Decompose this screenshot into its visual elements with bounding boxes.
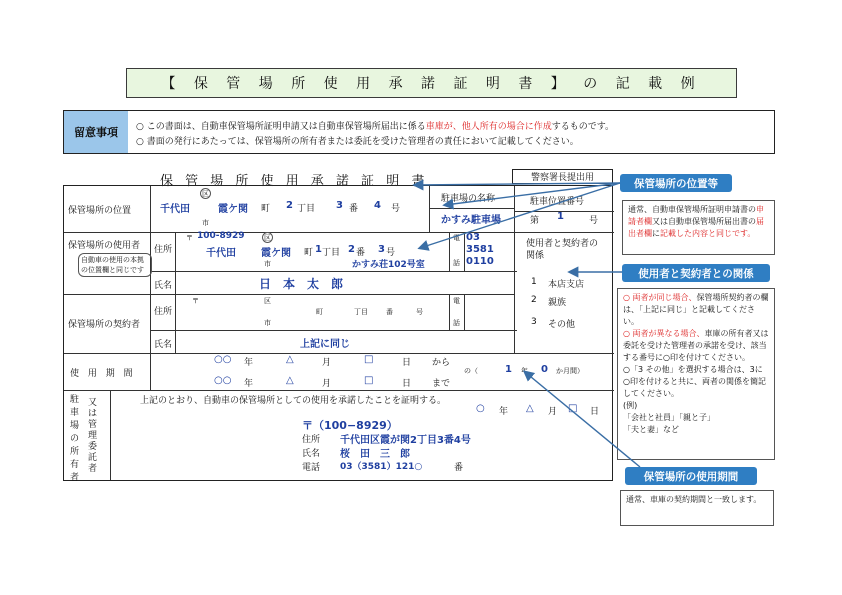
notice-line-1-red: 車庫が、他人所有の場合に作成 <box>425 122 552 132</box>
c1-red2: 届出者欄 <box>628 217 764 238</box>
c2-item-1-red: ○ 両者が同じ場合、 <box>623 293 697 302</box>
chome-label: 丁目 <box>297 204 316 214</box>
owner-name: 桜 田 三 郎 <box>340 449 410 460</box>
callout-period-title: 保管場所の使用期間 <box>625 467 757 485</box>
relation-3-num: 3 <box>531 317 537 327</box>
c2-item-1-text: 保管場所契約者の欄は、「上記に同じ」と記載してください。 <box>623 293 769 326</box>
user-note: 自動車の使用の本拠の位置欄と同じです <box>78 253 152 277</box>
user-label: 保管場所の使用者 <box>68 241 141 251</box>
user-building: かすみ荘102号室 <box>352 260 425 270</box>
parking-no-go: 号 <box>589 216 599 226</box>
user-chome: 1 <box>315 244 322 255</box>
contractor-go: 号 <box>416 308 423 316</box>
c2-example-1: 「会社と社員」「親と子」 <box>623 413 715 422</box>
period-to-year: ○○ <box>214 375 232 386</box>
period-from-month: △ <box>286 354 294 365</box>
callout-period-text: 通常、車庫の契約期間と一致します。 <box>620 490 774 526</box>
user-tel-3: 0110 <box>466 256 494 267</box>
owner-statement: 上記のとおり、自動車の保管場所としての使用を承諾したことを証明する。 <box>140 396 447 406</box>
user-tel-2: 3581 <box>466 244 494 255</box>
user-ward-mark: 区 <box>264 233 271 242</box>
c2-item-2-text: 車庫の所有者又は委託を受けた管理者の承諾を受け、該当する番号に○印を付けてください。 <box>623 329 769 362</box>
tel-label: 電 <box>453 234 460 242</box>
c2-item-2-red: ○ 両者が異なる場合、 <box>623 329 705 338</box>
notice-label: 留意事項 <box>64 111 128 153</box>
user-postal: 100‑8929 <box>197 231 245 241</box>
user-ward: 千代田 <box>206 248 236 259</box>
owner-tel: 03（3581）121○ <box>340 462 423 472</box>
relation-label: 使用者と契約者の関係 <box>526 239 599 261</box>
location-machi: 町 <box>261 204 271 214</box>
contractor-city: 市 <box>264 319 271 327</box>
arrow-location-1 <box>415 183 620 185</box>
relation-1: 本店支店 <box>548 280 585 290</box>
contractor-ward: 区 <box>264 297 271 305</box>
user-ban-label: 番 <box>356 248 366 258</box>
period-to-month: △ <box>286 375 294 386</box>
postal-prefix: 〒 <box>186 234 193 242</box>
period-from-year: ○○ <box>214 354 232 365</box>
ban-label: 番 <box>349 204 359 214</box>
name-label: 氏名 <box>154 281 173 291</box>
user-go-label: 号 <box>386 248 396 258</box>
owner-date-year-label: 年 <box>499 407 509 417</box>
arrow-period <box>525 372 640 467</box>
owner-address-label: 住所 <box>302 435 321 445</box>
parking-name-label: 駐車場の名称 <box>441 194 496 204</box>
notice-line-1-b: するものです。 <box>551 122 615 132</box>
owner-col1: 駐車場の所有者 <box>70 395 80 483</box>
location-ban: 3 <box>336 200 343 211</box>
police-label: 警察署長提出用 <box>512 169 613 184</box>
user-town: 霞ケ関 <box>261 248 291 259</box>
location-chome: 2 <box>286 200 293 211</box>
owner-date-day: □ <box>568 403 578 414</box>
location-label: 保管場所の位置 <box>68 206 132 216</box>
notice-line-2: ○ 書面の発行にあたっては、保管場所の所有者または委託を受けた管理者の責任において記載してください。 <box>136 137 579 147</box>
c1-b: 又は自動車保管場所届出書の <box>652 217 756 226</box>
contractor-address-label: 住所 <box>154 307 173 317</box>
user-machi: 町 <box>304 248 314 258</box>
user-city: 市 <box>264 260 271 268</box>
c2-example-2: 「夫と妻」など <box>623 425 679 434</box>
form-heading: 保 管 場 所 使 用 承 諾 証 明 書 <box>160 174 429 189</box>
contractor-name: 上記に同じ <box>300 339 350 350</box>
notice-line-1-a: ○ この書面は、自動車保管場所証明申請又は自動車保管場所届出に係る <box>136 122 426 132</box>
callout-relation-title: 使用者と契約者との関係 <box>622 264 770 282</box>
period-from-day: □ <box>364 354 374 365</box>
period-from-day-label: 日 <box>402 358 412 368</box>
page-title: 【 保 管 場 所 使 用 承 諾 証 明 書 】 の 記 載 例 <box>126 68 737 98</box>
owner-address: 千代田区霞が関2丁目3番4号 <box>340 435 471 446</box>
ward-mark: 区 <box>202 189 209 198</box>
period-from-month-label: 月 <box>322 358 332 368</box>
owner-date-month-label: 月 <box>548 407 558 417</box>
user-name: 日 本 太 郎 <box>259 277 344 291</box>
user-ban: 2 <box>348 244 355 255</box>
period-to-day-label: 日 <box>402 379 412 389</box>
relation-2: 親族 <box>548 298 567 308</box>
duration-months: 0 <box>541 364 548 375</box>
duration-years: 1 <box>505 364 512 375</box>
parking-no-prefix: 第 <box>530 216 540 226</box>
c1-red1: 申請者欄 <box>628 205 764 226</box>
user-go: 3 <box>378 244 385 255</box>
owner-date-day-label: 日 <box>590 407 600 417</box>
c2-item-3-text: ○「3 その他」を選択する場合は、3に○印を付けると共に、両者の関係を簡記してください。 <box>623 365 766 398</box>
period-to-day: □ <box>364 375 374 386</box>
period-until: まで <box>432 379 451 389</box>
duration-year-label: 年 <box>521 367 528 375</box>
c1-a: 通常、自動車保管場所証明申請書の <box>628 205 756 214</box>
duration-suffix: か月間） <box>556 367 584 375</box>
user-tel-1: 03 <box>466 232 480 243</box>
address-label: 住所 <box>154 245 173 255</box>
contractor-name-label: 氏名 <box>154 340 173 350</box>
owner-name-label: 氏名 <box>302 449 321 459</box>
contractor-machi: 町 <box>316 308 323 316</box>
period-label: 使 用 期 間 <box>70 369 136 379</box>
period-from-year-label: 年 <box>244 358 254 368</box>
relation-1-num: 1 <box>531 277 537 287</box>
relation-2-num: 2 <box>531 295 537 305</box>
owner-seal: 番 <box>454 463 464 473</box>
location-go: 4 <box>374 200 381 211</box>
arrow-location-3 <box>420 183 620 248</box>
contractor-postal-prefix: 〒 <box>192 297 199 305</box>
go-label: 号 <box>391 204 401 214</box>
c1-c: に <box>652 229 660 238</box>
parking-name: かすみ駐車場 <box>441 215 501 226</box>
parking-no: 1 <box>557 211 564 222</box>
parking-no-label: 駐車位置番号 <box>530 197 585 207</box>
contractor-chome: 丁目 <box>354 308 368 316</box>
city-label: 市 <box>202 219 209 227</box>
owner-date-month: △ <box>526 403 534 414</box>
period-to-year-label: 年 <box>244 379 254 389</box>
user-chome-label: 丁目 <box>322 248 341 258</box>
owner-tel-label: 電話 <box>302 463 321 473</box>
contractor-ban: 番 <box>386 308 393 316</box>
contractor-label: 保管場所の契約者 <box>68 320 141 330</box>
callout-location-title: 保管場所の位置等 <box>620 174 732 192</box>
owner-postal: 〒（100−8929） <box>302 419 398 432</box>
contractor-tel: 電 <box>453 297 460 305</box>
contractor-tel-2: 話 <box>453 319 460 327</box>
relation-3: その他 <box>548 320 576 330</box>
arrow-location-2 <box>445 183 620 205</box>
owner-date-year: ○ <box>476 403 485 414</box>
period-from: から <box>432 358 451 368</box>
location-town: 霞ケ関 <box>218 204 248 215</box>
tel-label-2: 話 <box>453 259 460 267</box>
duration-prefix: の（ <box>464 367 478 375</box>
c1-red3: 記載した内容と同じです。 <box>660 229 756 238</box>
c2-example-label: (例) <box>623 401 638 410</box>
owner-col2: 又は管理委託者 <box>88 398 98 474</box>
location-ward: 千代田 <box>160 204 190 215</box>
period-to-month-label: 月 <box>322 379 332 389</box>
